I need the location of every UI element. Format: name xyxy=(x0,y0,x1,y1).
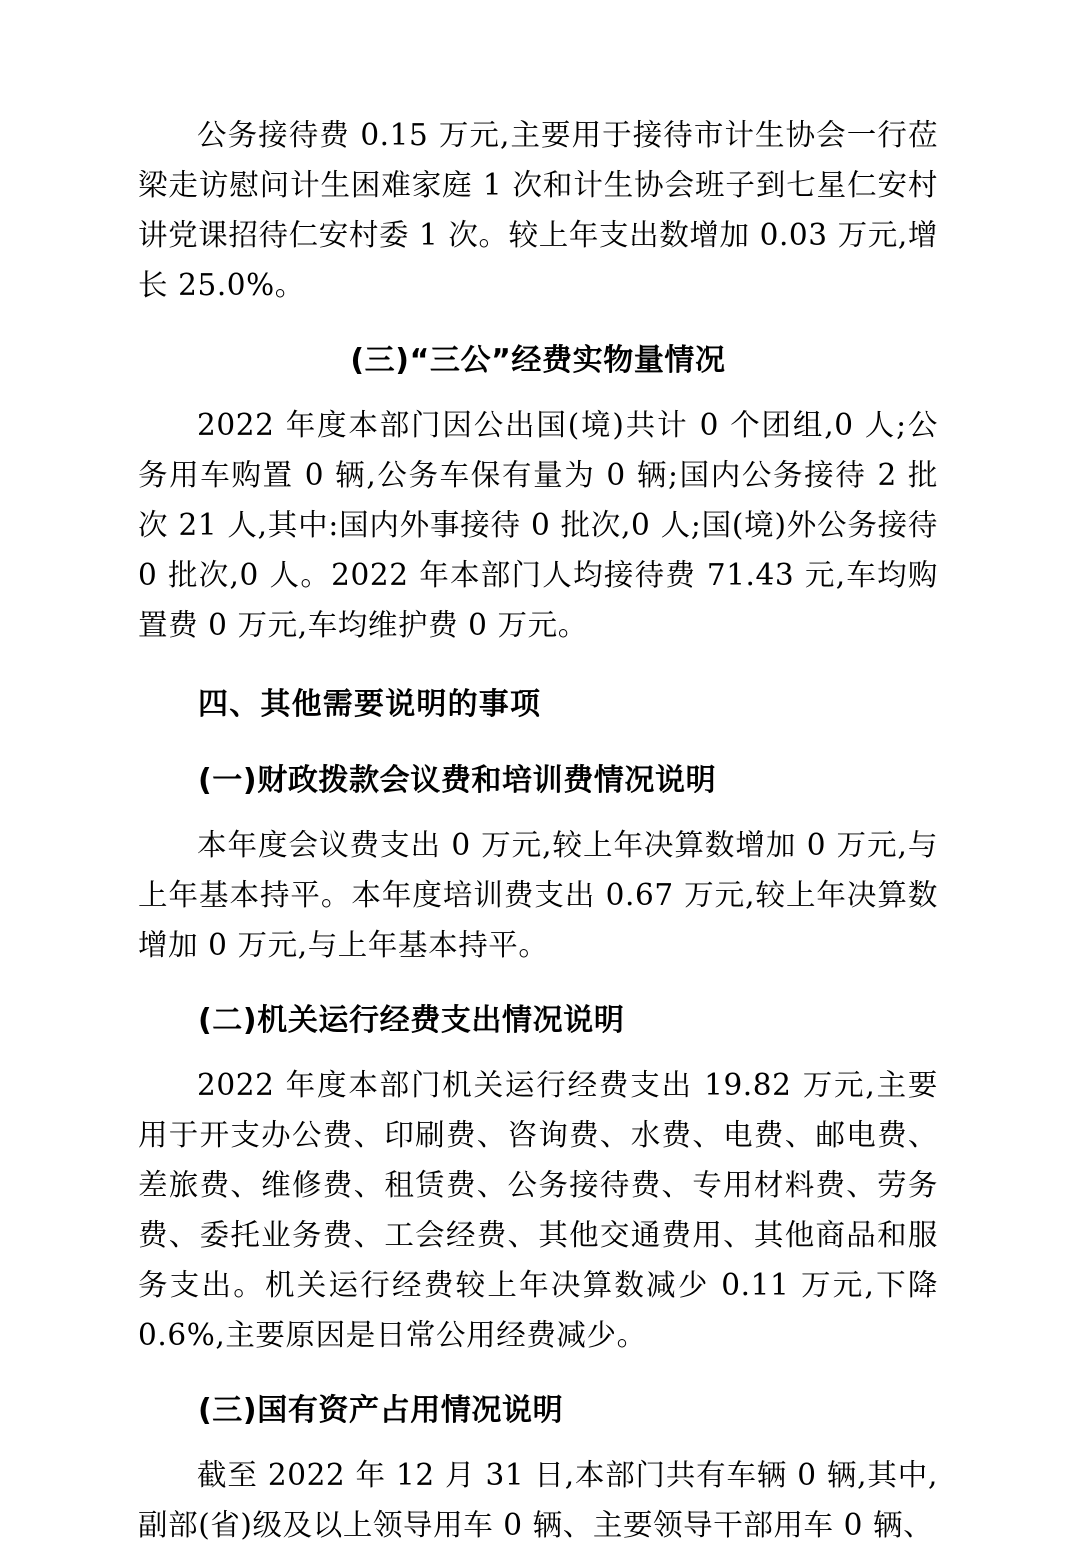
heading-operating-expenses: (二)机关运行经费支出情况说明 xyxy=(198,1003,625,1038)
paragraph-state-assets: 截至 2022 年 12 月 31 日,本部门共有车辆 0 辆,其中,副部(省)级及以上领导用车 0 辆、主要领导干部用车 0 辆、 xyxy=(138,1458,938,1542)
heading-meeting-training-expense: (一)财政拨款会议费和培训费情况说明 xyxy=(198,763,717,798)
paragraph-hospitality-expense: 公务接待费 0.15 万元,主要用于接待市计生协会一行莅梁走访慰问计生困难家庭 1 次和计生协会班子到七星仁安村讲党课招待仁安村委 1 次。较上年支出数增加 0.03 万元,增长 25.0%。 xyxy=(138,118,938,302)
heading-state-assets: (三)国有资产占用情况说明 xyxy=(198,1393,564,1428)
paragraph-meeting-training-expense: 本年度会议费支出 0 万元,较上年决算数增加 0 万元,与上年基本持平。本年度培训费支出 0.67 万元,较上年决算数增加 0 万元,与上年基本持平。 xyxy=(138,828,938,962)
document-body xyxy=(138,110,938,1554)
heading-section-four: 四、其他需要说明的事项 xyxy=(198,687,542,722)
paragraph-operating-expenses: 2022 年度本部门机关运行经费支出 19.82 万元,主要用于开支办公费、印刷费、咨询费、水费、电费、邮电费、差旅费、维修费、租赁费、公务接待费、专用材料费、劳务费、委托业务费、工会经费、其他交通费用、其他商品和服务支出。机关运行经费较上年决算数减少 0.11 万元,下降 0.6%,主要原因是日常公用经费减少。 xyxy=(138,1068,938,1352)
heading-three-public-quantity: (三)“三公”经费实物量情况 xyxy=(350,343,726,378)
paragraph-three-public-quantity: 2022 年度本部门因公出国(境)共计 0 个团组,0 人;公务用车购置 0 辆,公务车保有量为 0 辆;国内公务接待 2 批次 21 人,其中:国内外事接待 0 批次,0 人;国(境)外公务接待 0 批次,0 人。2022 年本部门人均接待费 71.43 元,车均购置费 0 万元,车均维护费 0 万元。 xyxy=(138,408,938,642)
